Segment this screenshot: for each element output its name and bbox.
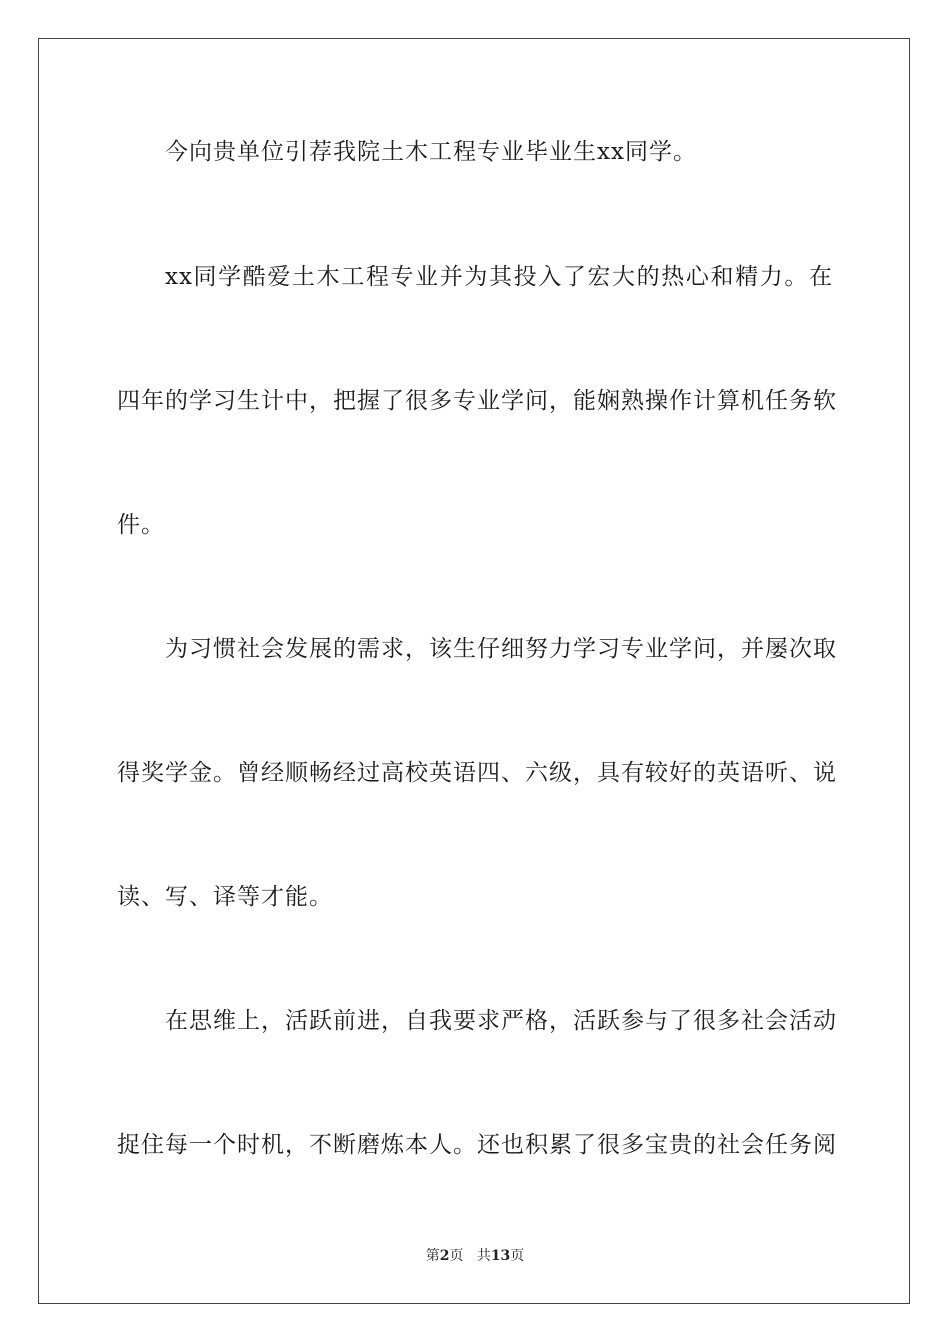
- page-border: [38, 38, 910, 1304]
- page-prefix: 第: [425, 1248, 440, 1264]
- paragraph-line-5: 为习惯社会发展的需求，该生仔细努力学习专业学问，并屡次取: [165, 636, 837, 662]
- page-number: 2: [439, 1248, 450, 1264]
- paragraph-line-9: 捉住每一个时机，不断磨炼本人。还也积累了很多宝贵的社会任务阅: [117, 1132, 837, 1158]
- page-suffix: 页: [449, 1248, 464, 1264]
- total-pages: 13: [490, 1248, 511, 1264]
- paragraph-line-4: 件。: [117, 512, 165, 538]
- paragraph-line-8: 在思维上，活跃前进，自我要求严格，活跃参与了很多社会活动: [165, 1008, 837, 1034]
- paragraph-line-2: xx同学酷爱土木工程专业并为其投入了宏大的热心和精力。在: [165, 264, 833, 290]
- paragraph-line-3: 四年的学习生计中，把握了很多专业学问，能娴熟操作计算机任务软: [117, 388, 837, 414]
- paragraph-line-7: 读、写、译等才能。: [117, 884, 333, 910]
- page-footer: [0, 1246, 950, 1266]
- paragraph-line-1: 今向贵单位引荐我院土木工程专业毕业生xx同学。: [165, 139, 697, 165]
- total-suffix: 页: [510, 1248, 525, 1264]
- total-prefix: 共: [476, 1248, 491, 1264]
- paragraph-line-6: 得奖学金。曾经顺畅经过高校英语四、六级，具有较好的英语听、说: [117, 760, 837, 786]
